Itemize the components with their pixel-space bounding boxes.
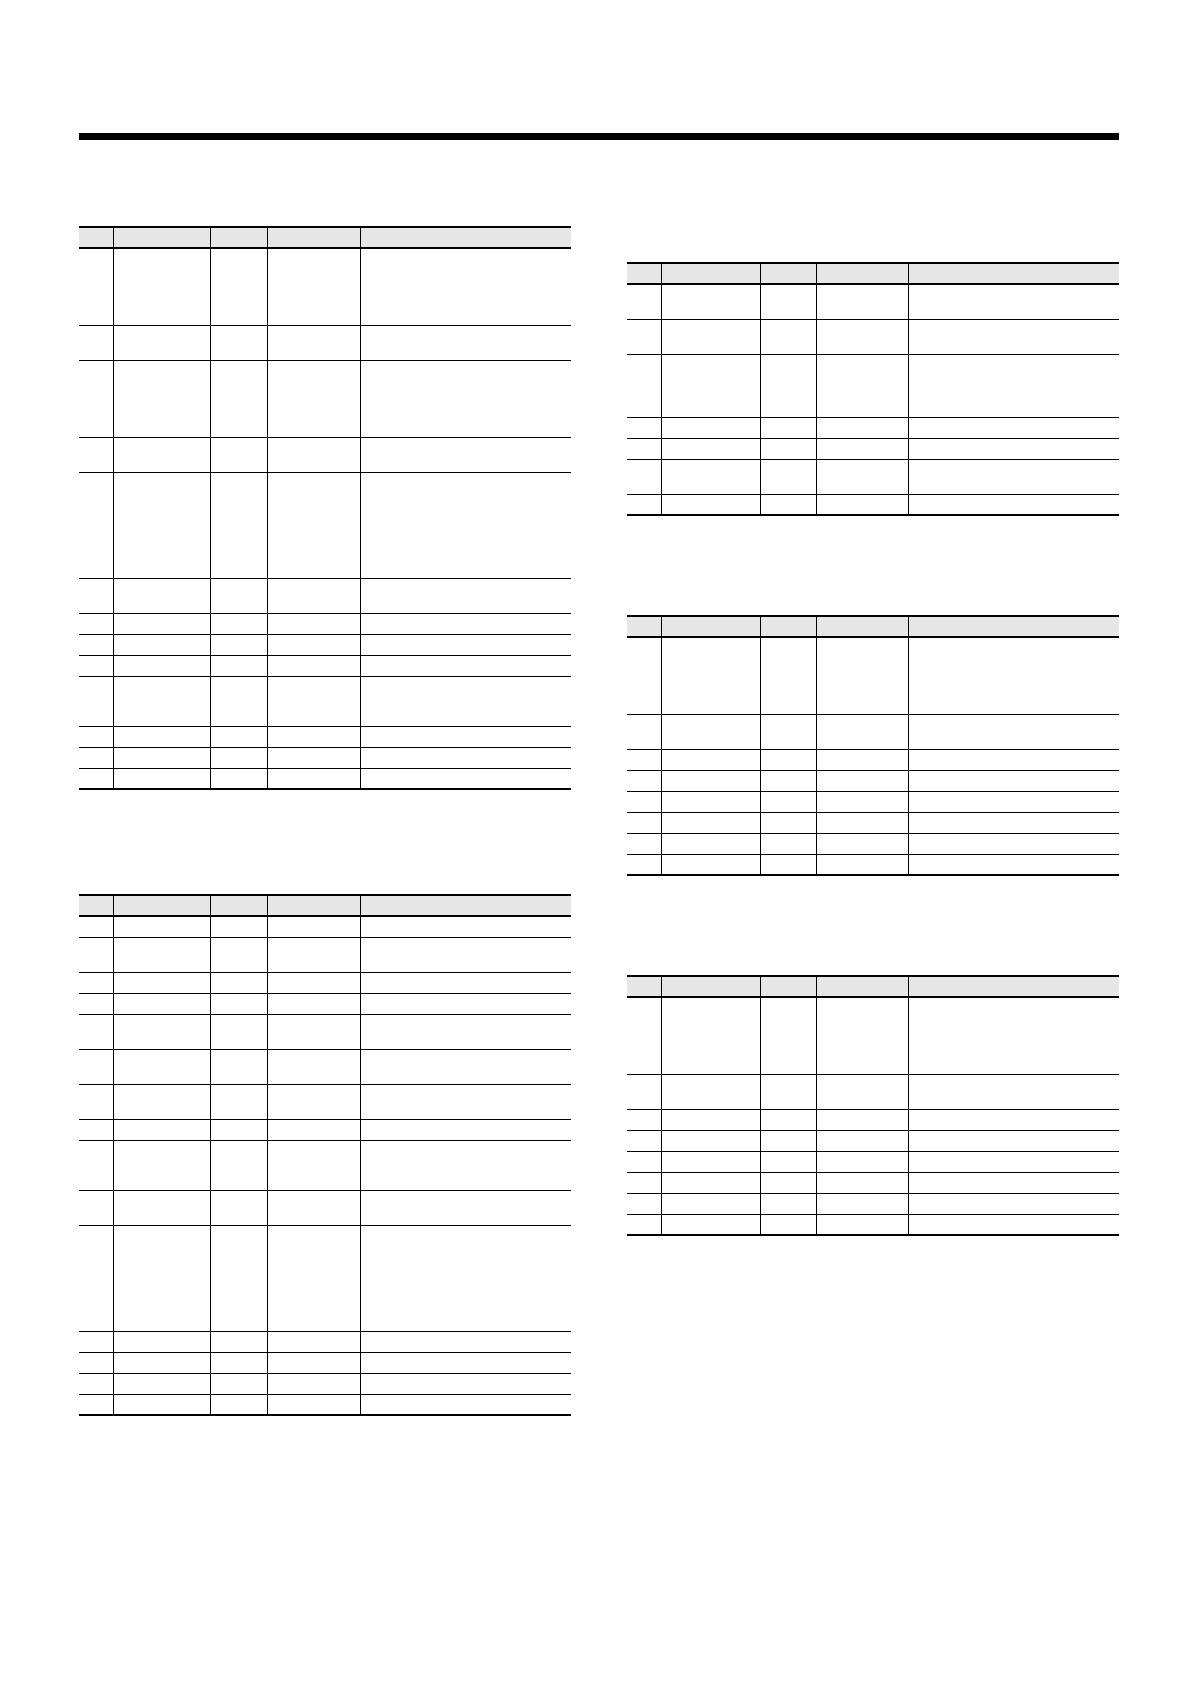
table-row xyxy=(79,472,571,578)
header-cell xyxy=(908,263,1119,284)
right-table-3 xyxy=(627,975,1119,1236)
header-cell xyxy=(210,895,267,916)
table-header-row xyxy=(79,895,571,916)
table-row xyxy=(627,1214,1119,1235)
table-row xyxy=(627,997,1119,1074)
table-row xyxy=(79,768,571,789)
header-cell xyxy=(661,976,760,997)
table-row xyxy=(79,1014,571,1049)
table-row xyxy=(627,1151,1119,1172)
table-header-row xyxy=(79,227,571,248)
table-row xyxy=(627,319,1119,354)
left-table-2 xyxy=(79,894,571,1416)
table-row xyxy=(627,438,1119,459)
header-cell xyxy=(113,227,210,248)
right-table-1 xyxy=(627,262,1119,516)
table-row xyxy=(79,613,571,634)
top-rule xyxy=(79,133,1119,140)
header-cell xyxy=(816,616,908,637)
table-row xyxy=(627,1109,1119,1130)
table-row xyxy=(627,1074,1119,1109)
table-row xyxy=(627,354,1119,417)
table-row xyxy=(79,1373,571,1394)
table-row xyxy=(79,1140,571,1190)
header-cell xyxy=(908,976,1119,997)
header-cell xyxy=(760,616,816,637)
table-row xyxy=(79,726,571,747)
table-row xyxy=(627,812,1119,833)
header-cell xyxy=(267,227,360,248)
header-cell xyxy=(661,616,760,637)
table-row xyxy=(627,749,1119,770)
table-header-row xyxy=(627,616,1119,637)
table-row xyxy=(627,1193,1119,1214)
table-row xyxy=(79,1352,571,1373)
table-row xyxy=(79,747,571,768)
table-row xyxy=(627,459,1119,494)
table-row xyxy=(79,655,571,676)
table-row xyxy=(627,637,1119,714)
table-row xyxy=(627,417,1119,438)
left-table-1 xyxy=(79,226,571,790)
table-row xyxy=(79,993,571,1014)
header-cell xyxy=(760,976,816,997)
table-row xyxy=(627,791,1119,812)
header-cell xyxy=(627,976,661,997)
header-cell xyxy=(627,263,661,284)
table-row xyxy=(79,1119,571,1140)
table-row xyxy=(79,937,571,972)
header-cell xyxy=(210,227,267,248)
table-row xyxy=(79,248,571,325)
table-row xyxy=(627,854,1119,875)
table-row xyxy=(79,1049,571,1084)
table-row xyxy=(79,1394,571,1415)
header-cell xyxy=(360,895,571,916)
table-row xyxy=(79,676,571,726)
table-row xyxy=(79,1225,571,1331)
table-row xyxy=(79,437,571,472)
table-row xyxy=(79,360,571,437)
header-cell xyxy=(360,227,571,248)
table-row xyxy=(627,714,1119,749)
header-cell xyxy=(760,263,816,284)
table-header-row xyxy=(627,263,1119,284)
table-row xyxy=(627,494,1119,515)
table-row xyxy=(79,972,571,993)
table-row xyxy=(627,1172,1119,1193)
right-table-2 xyxy=(627,615,1119,876)
table-row xyxy=(79,1331,571,1352)
header-cell xyxy=(267,895,360,916)
table-row xyxy=(627,833,1119,854)
table-header-row xyxy=(627,976,1119,997)
table-row xyxy=(79,634,571,655)
header-cell xyxy=(908,616,1119,637)
table-row xyxy=(627,1130,1119,1151)
table-row xyxy=(79,1084,571,1119)
table-row xyxy=(79,325,571,360)
header-cell xyxy=(816,263,908,284)
table-row xyxy=(79,916,571,937)
table-row xyxy=(79,578,571,613)
table-row xyxy=(627,284,1119,319)
header-cell xyxy=(79,895,113,916)
table-row xyxy=(79,1190,571,1225)
header-cell xyxy=(113,895,210,916)
header-cell xyxy=(79,227,113,248)
table-row xyxy=(627,770,1119,791)
header-cell xyxy=(661,263,760,284)
header-cell xyxy=(816,976,908,997)
header-cell xyxy=(627,616,661,637)
